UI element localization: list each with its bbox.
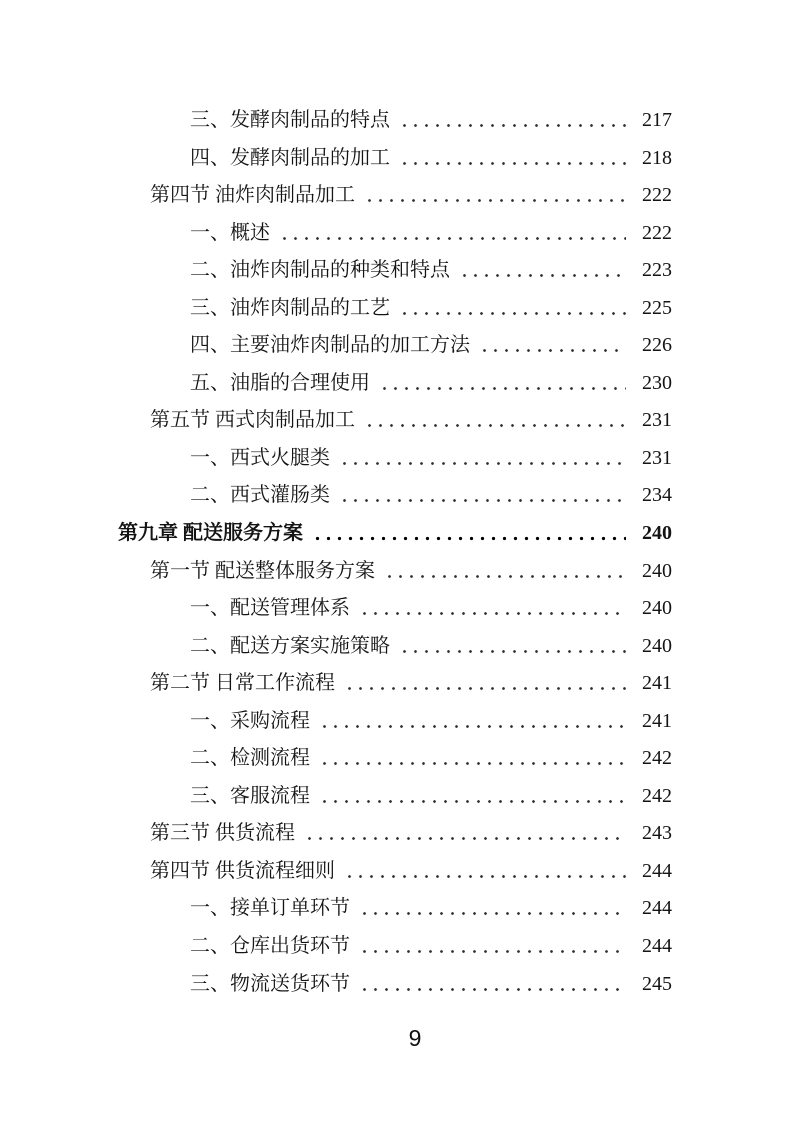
toc-entry-page: 223: [642, 259, 672, 282]
toc-entry-page: 240: [642, 634, 672, 657]
toc-entry-page: 241: [642, 709, 672, 732]
dot-leader: [315, 703, 626, 741]
toc-entry[interactable]: [118, 853, 672, 891]
toc-entry[interactable]: [118, 215, 672, 253]
toc-entry-label: 第四节 供货流程细则: [150, 859, 335, 882]
toc-entry-page: 222: [642, 221, 672, 244]
toc-entry-label: 五、油脂的合理使用: [190, 371, 370, 394]
toc-entry-label: 三、客服流程: [190, 784, 310, 807]
toc-entry[interactable]: [118, 515, 672, 553]
table-of-contents: [118, 102, 672, 1003]
toc-entry-page: 240: [642, 522, 672, 545]
dot-leader: [335, 440, 626, 478]
toc-entry[interactable]: [118, 740, 672, 778]
toc-entry[interactable]: [118, 102, 672, 140]
toc-entry-page: 240: [642, 597, 672, 620]
toc-entry-page: 244: [642, 897, 672, 920]
toc-entry-label: 二、检测流程: [190, 747, 310, 770]
toc-entry-page: 222: [642, 184, 672, 207]
toc-entry[interactable]: [118, 252, 672, 290]
toc-entry-label: 一、概述: [190, 221, 270, 244]
toc-entry[interactable]: [118, 440, 672, 478]
toc-entry[interactable]: [118, 890, 672, 928]
toc-entry[interactable]: [118, 703, 672, 741]
toc-entry-page: 243: [642, 822, 672, 845]
dot-leader: [355, 590, 626, 628]
toc-entry-label: 四、发酵肉制品的加工: [190, 146, 390, 169]
dot-leader: [455, 252, 626, 290]
dot-leader: [375, 365, 626, 403]
toc-entry-label: 二、配送方案实施策略: [190, 634, 390, 657]
dot-leader: [360, 402, 626, 440]
toc-entry-page: 231: [642, 446, 672, 469]
toc-entry-label: 第一节 配送整体服务方案: [150, 559, 375, 582]
dot-leader: [308, 515, 626, 553]
dot-leader: [380, 553, 626, 591]
dot-leader: [315, 740, 626, 778]
toc-entry[interactable]: [118, 966, 672, 1004]
toc-entry-page: 242: [642, 747, 672, 770]
dot-leader: [395, 140, 626, 178]
toc-entry[interactable]: [118, 928, 672, 966]
toc-entry[interactable]: [118, 815, 672, 853]
dot-leader: [300, 815, 626, 853]
toc-entry-page: 241: [642, 672, 672, 695]
toc-entry-page: 245: [642, 972, 672, 995]
footer-page-number: 9: [408, 1025, 422, 1051]
toc-entry-label: 二、西式灌肠类: [190, 484, 330, 507]
dot-leader: [340, 665, 626, 703]
toc-entry-label: 一、接单订单环节: [190, 897, 350, 920]
toc-entry-label: 第九章 配送服务方案: [118, 522, 303, 545]
dot-leader: [340, 853, 626, 891]
toc-entry-page: 231: [642, 409, 672, 432]
dot-leader: [355, 966, 626, 1004]
toc-entry[interactable]: [118, 177, 672, 215]
toc-entry-label: 一、采购流程: [190, 709, 310, 732]
toc-entry-label: 四、主要油炸肉制品的加工方法: [190, 334, 470, 357]
toc-entry-label: 第四节 油炸肉制品加工: [150, 184, 355, 207]
dot-leader: [355, 890, 626, 928]
dot-leader: [275, 215, 626, 253]
toc-entry-label: 第三节 供货流程: [150, 822, 295, 845]
toc-entry-label: 一、配送管理体系: [190, 597, 350, 620]
toc-entry-label: 第二节 日常工作流程: [150, 672, 335, 695]
dot-leader: [395, 628, 626, 666]
toc-entry-page: 218: [642, 146, 672, 169]
toc-entry-page: 244: [642, 859, 672, 882]
toc-entry-page: 230: [642, 371, 672, 394]
dot-leader: [475, 327, 626, 365]
dot-leader: [395, 102, 626, 140]
toc-entry-page: 234: [642, 484, 672, 507]
toc-entry-label: 三、发酵肉制品的特点: [190, 109, 390, 131]
toc-entry-page: 242: [642, 784, 672, 807]
toc-entry-label: 第五节 西式肉制品加工: [150, 409, 355, 432]
toc-entry[interactable]: [118, 365, 672, 403]
toc-entry-page: 240: [642, 559, 672, 582]
dot-leader: [355, 928, 626, 966]
toc-entry-label: 一、西式火腿类: [190, 446, 330, 469]
dot-leader: [360, 177, 626, 215]
toc-entry[interactable]: [118, 290, 672, 328]
toc-entry-page: 225: [642, 296, 672, 319]
toc-entry-label: 二、仓库出货环节: [190, 935, 350, 958]
toc-entry[interactable]: [118, 778, 672, 816]
toc-entry[interactable]: [118, 477, 672, 515]
toc-entry-label: 二、油炸肉制品的种类和特点: [190, 259, 450, 282]
dot-leader: [335, 477, 626, 515]
toc-entry[interactable]: [118, 140, 672, 178]
toc-entry-page: 217: [642, 109, 672, 131]
toc-entry[interactable]: [118, 327, 672, 365]
toc-entry-page: 226: [642, 334, 672, 357]
toc-entry[interactable]: [118, 402, 672, 440]
toc-entry[interactable]: [118, 553, 672, 591]
dot-leader: [395, 290, 626, 328]
toc-entry[interactable]: [118, 628, 672, 666]
dot-leader: [315, 778, 626, 816]
toc-entry-page: 244: [642, 935, 672, 958]
toc-entry[interactable]: [118, 590, 672, 628]
toc-entry-label: 三、油炸肉制品的工艺: [190, 296, 390, 319]
toc-entry-label: 三、物流送货环节: [190, 972, 350, 995]
toc-entry[interactable]: [118, 665, 672, 703]
